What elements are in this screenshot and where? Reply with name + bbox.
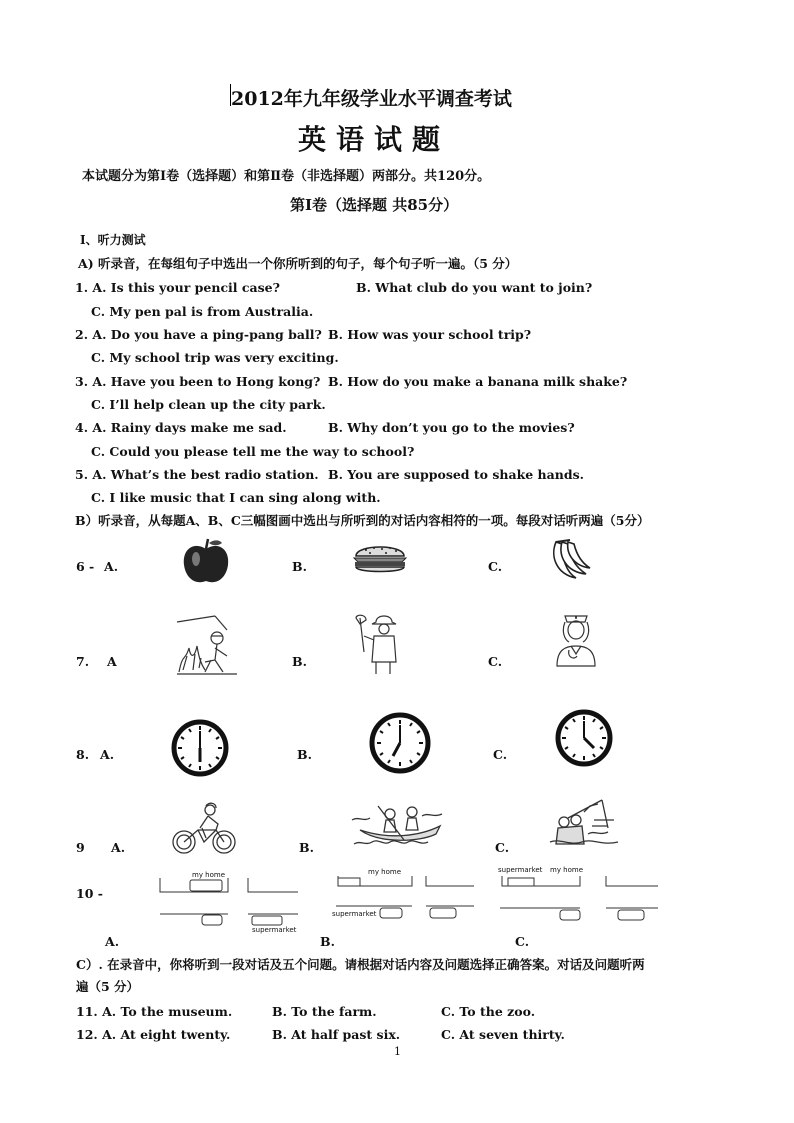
q12-option-b: B. At half past six. <box>272 1027 401 1042</box>
exam-intro: 本试题分为第Ⅰ卷（选择题）和第Ⅱ卷（非选择题）两部分。共120分。 <box>82 169 491 184</box>
q12-option-a: 12. A. At eight twenty. <box>76 1027 231 1042</box>
map-b-home-label: my home <box>368 868 402 876</box>
q7-number: 7. <box>76 654 90 669</box>
q3-option-a: 3. A. Have you been to Hong kong? <box>75 374 321 389</box>
q9-label-b: B. <box>299 840 314 855</box>
map-b-roads <box>334 866 480 928</box>
q9-number: 9 <box>76 840 85 855</box>
map-a-home-label: my home <box>192 871 226 879</box>
boating-icon <box>350 800 446 850</box>
part-c-instruction-line1: C）. 在录音中，你将听到一段对话及五个问题。请根据对话内容及问题选择正确答案。对话及问题听两 <box>76 957 645 972</box>
fishing-icon <box>548 798 620 850</box>
part-c-instruction-line2: 遍（5 分） <box>76 979 140 994</box>
map-a-supermarket-label: supermarket <box>252 926 297 934</box>
q12-option-c: C. At seven thirty. <box>441 1027 565 1042</box>
map-c-home-label: my home <box>550 866 584 874</box>
q9-label-a: A. <box>111 840 126 855</box>
q6-label-b: B. <box>292 559 307 574</box>
q3-option-c: C. I’ll help clean up the city park. <box>91 397 326 412</box>
banana-icon <box>548 538 592 582</box>
q11-option-c: C. To the zoo. <box>441 1004 536 1019</box>
q6-label-c: C. <box>488 559 503 574</box>
q5-option-a: 5. A. What’s the best radio station. <box>75 467 319 482</box>
q8-number: 8. <box>76 747 90 762</box>
clock-six-icon <box>170 718 230 778</box>
farmer-icon <box>175 612 239 676</box>
q9-label-c: C. <box>495 840 510 855</box>
q2-option-c: C. My school trip was very exciting. <box>91 350 339 365</box>
q8-label-b: B. <box>297 747 312 762</box>
exam-title: 2012年九年级学业水平调查考试 <box>231 88 512 110</box>
listening-heading: Ⅰ、听力测试 <box>80 233 146 247</box>
q2-option-b: B. How was your school trip? <box>328 327 532 342</box>
q11-option-a: 11. A. To the museum. <box>76 1004 233 1019</box>
q10-label-a: A. <box>105 934 120 949</box>
q4-option-b: B. Why don’t you go to the movies? <box>328 420 575 435</box>
cycling-icon <box>170 800 240 856</box>
map-c-supermarket-label: supermarket <box>498 866 543 874</box>
q3-option-b: B. How do you make a banana milk shake? <box>328 374 628 389</box>
q2-option-a: 2. A. Do you have a ping-pang ball? <box>75 327 322 342</box>
q5-option-c: C. I like music that I can sing along with. <box>91 490 381 505</box>
page-number: 1 <box>394 1045 401 1058</box>
part-title: 第Ⅰ卷（选择题 共85分） <box>290 196 459 214</box>
clock-seven-icon <box>368 711 432 775</box>
map-b-supermarket-label: supermarket <box>332 910 377 918</box>
apple-icon <box>180 537 232 587</box>
q7-label-a: A <box>107 654 117 669</box>
q7-label-c: C. <box>488 654 503 669</box>
q6-label-a: A. <box>104 559 119 574</box>
firefighter-icon <box>350 612 406 676</box>
part-b-instruction: B）听录音，从每题A、B、C三幅图画中选出与所听到的对话内容相符的一项。每段对话听两遍（5分） <box>75 513 650 528</box>
q4-option-c: C. Could you please tell me the way to school? <box>91 444 415 459</box>
q11-option-b: B. To the farm. <box>272 1004 377 1019</box>
q1-option-a: 1. A. Is this your pencil case? <box>75 280 280 295</box>
q10-label-b: B. <box>320 934 335 949</box>
q4-option-a: 4. A. Rainy days make me sad. <box>75 420 287 435</box>
q8-label-c: C. <box>493 747 508 762</box>
q10-number: 10 - <box>76 886 103 901</box>
q1-option-c: C. My pen pal is from Australia. <box>91 304 314 319</box>
map-c-roads <box>494 866 664 928</box>
q8-label-a: A. <box>100 747 115 762</box>
q7-label-b: B. <box>292 654 307 669</box>
subject-title: 英语试题 <box>298 123 451 156</box>
q5-option-b: B. You are supposed to shake hands. <box>328 467 584 482</box>
hamburger-icon <box>352 540 408 576</box>
nurse-icon <box>553 610 599 668</box>
q6-number: 6 - <box>76 559 95 574</box>
clock-seven-thirty-icon <box>554 708 614 768</box>
q1-option-b: B. What club do you want to join? <box>356 280 593 295</box>
part-a-instruction: A) 听录音，在每组句子中选出一个你所听到的句子，每个句子听一遍。（5 分） <box>78 256 518 271</box>
q10-label-c: C. <box>515 934 530 949</box>
